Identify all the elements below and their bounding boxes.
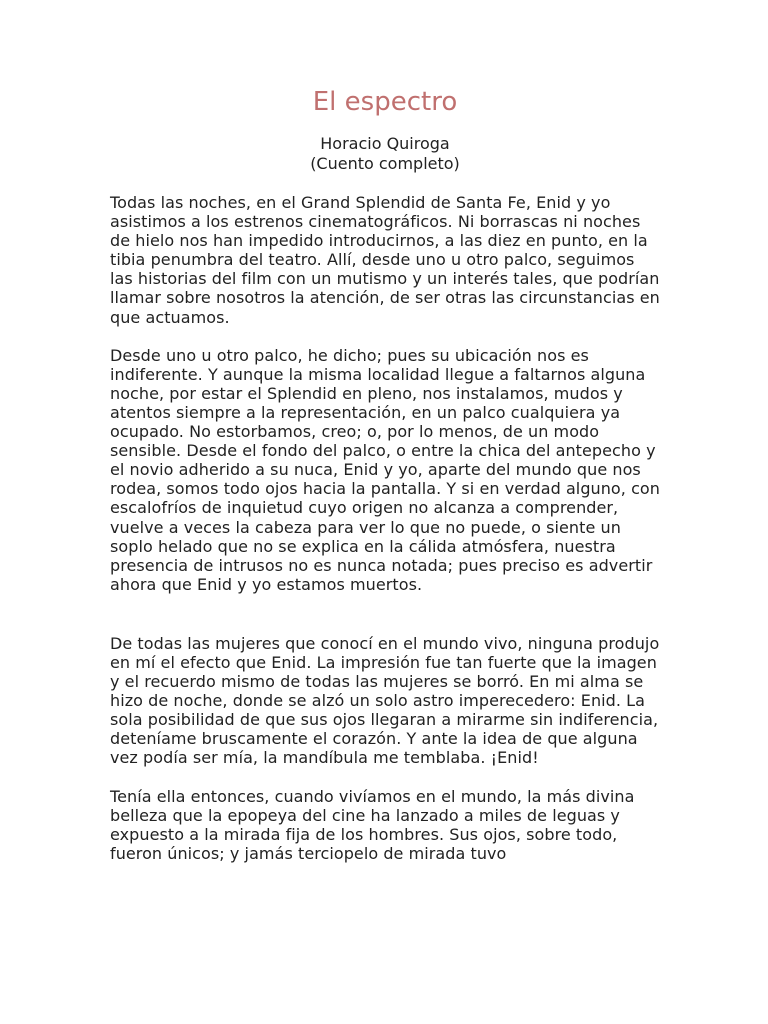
document-subtitle: (Cuento completo): [310, 153, 460, 173]
paragraph-spacer: [110, 768, 660, 787]
body-text: [110, 193, 660, 863]
paragraph-3: De todas las mujeres que conocí en el mundo vivo, ninguna produjo en mí el efecto que Enid. La impresión fue tan fuerte que la imagen y el recuerdo mismo de todas las mujeres se borró. En mi alma se hizo de noche, donde se alzó un solo astro imperecedero: Enid. La sola posibilidad de que sus ojos llegaran a mirarme sin indiferencia, deteníame bruscamente el corazón. Y ante la idea de que alguna vez podía ser mía, la mandíbula me temblaba. ¡Enid!: [110, 633, 660, 768]
author-name: Horacio Quiroga: [320, 134, 450, 153]
byline: [110, 134, 660, 173]
paragraph-4: Tenía ella entonces, cuando vivíamos en el mundo, la más divina belleza que la epopeya del cine ha lanzado a miles de leguas y expuesto a la mirada fija de los hombres. Sus ojos, sobre todo, fueron únicos; y jamás terciopelo de mirada tuvo: [110, 786, 635, 863]
paragraph-2: Desde uno u otro palco, he dicho; pues su ubicación nos es indiferente. Y aunque la misma localidad llegue a faltarnos alguna noche, por estar el Splendid en pleno, nos instalamos, mudos y atentos siempre a la representación, en un palco cualquiera ya ocupado. No estorbamos, creo; o, por lo menos, de un modo sensible. Desde el fondo del palco, o entre la chica del antepecho y el novio adherido a su nuca, Enid y yo, aparte del mundo que nos rodea, somos todo ojos hacia la pantalla. Y si en verdad alguno, con escalofríos de inquietud cuyo origen no alcanza a comprender, vuelve a veces la cabeza para ver lo que no puede, o siente un soplo helado que no se explica en la cálida atmósfera, nuestra presencia de intrusos no es nunca notada; pues preciso es advertir ahora que Enid y yo estamos muertos.: [110, 345, 660, 594]
section-spacer: [110, 594, 660, 634]
document-title: El espectro: [312, 87, 458, 117]
paragraph-1: Todas las noches, en el Grand Splendid de Santa Fe, Enid y yo asistimos a los estrenos cinematográficos. Ni borrascas ni noches de hielo nos han impedido introducirnos, a las diez en punto, en la tibia penumbra del teatro. Allí, desde uno u otro palco, seguimos las historias del film con un mutismo y un interés tales, que podrían llamar sobre nosotros la atención, de ser otras las circunstancias en que actuamos.: [110, 193, 660, 327]
document-page: [110, 86, 660, 863]
paragraph-spacer: [110, 327, 660, 346]
